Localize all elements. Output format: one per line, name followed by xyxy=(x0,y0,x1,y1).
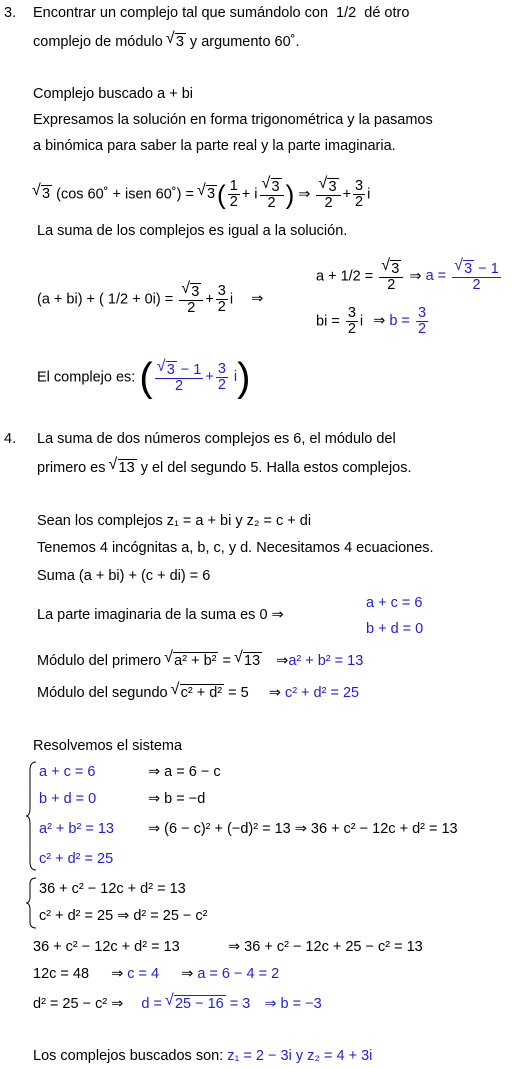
modulo-primero: Módulo del primero √ a² + b² = √ 13 ⇒a² + b² = 13 xyxy=(37,652,363,670)
sean-complejos: Sean los complejos z₁ = a + bi y z₂ = c + di xyxy=(37,513,312,529)
complejo-result: El complejo es: ( √ $\frac{3 - 1}{2}$ + $\frac{3}{2}$ i) xyxy=(37,361,250,394)
resolve-line3: d² = 25 − c² ⇒ d = √ 25 − 16 = 3 ⇒ b = −3 xyxy=(33,995,322,1013)
resolvemos: Resolvemos el sistema xyxy=(33,738,183,754)
system-eq2-right: ⇒ b = −d xyxy=(148,791,206,807)
system-eq2-left: b + d = 0 xyxy=(39,791,97,807)
resolve-line1-a: 36 + c² − 12c + d² = 13 xyxy=(33,939,180,955)
system2-eq2: c² + d² = 25 ⇒ d² = 25 − c² xyxy=(39,908,208,924)
system-eq3-right: ⇒ (6 − c)² + (−d)² = 13 ⇒ 36 + c² − 12c + d² = 13 xyxy=(148,821,458,837)
real-part-equation: a + 1/2 = √ $\frac{3}{2}$ ⇒ a = √ $\frac{3 - 1}{2}$ xyxy=(316,260,503,293)
system-eq1-right: ⇒ a = 6 − c xyxy=(148,764,221,780)
tenemos-incognitas: Tenemos 4 incógnitas a, b, c, y d. Necesitamos 4 ecuaciones. xyxy=(37,540,434,556)
sum-equation: (a + bi) + ( 1/2 + 0i) = √ $\frac{3}{2}$ + $\frac{3}{2}$ i ⇒ xyxy=(37,283,263,316)
system-brace-2 xyxy=(26,876,38,930)
system-brace xyxy=(26,760,38,872)
system-bd: b + d = 0 xyxy=(366,621,424,637)
system2-eq1: 36 + c² − 12c + d² = 13 xyxy=(39,881,186,897)
complejo-buscado: Complejo buscado a + bi xyxy=(33,86,194,102)
resolve-line1-b: ⇒ 36 + c² − 12c + 25 − c² = 13 xyxy=(228,939,423,955)
expresamos-line1: Expresamos la solución en forma trigonométrica y la pasamos xyxy=(33,112,433,128)
problem-4-statement-line2: primero es √ 13 y el del segundo 5. Halla estos complejos. xyxy=(37,459,412,477)
imag-part-equation: bi = $\frac{3}{2}$ i ⇒ b = $\frac{3}{2}$ xyxy=(316,305,427,337)
problem-3-statement-line2: complejo de módulo √ 3 y argumento 60˚. xyxy=(33,33,300,51)
trig-equation: √ 3 (cos 60˚ + isen 60˚) = √ 3( $\frac{1}{2}$ + i √ $\frac{3}{2}$ ) ⇒ √ $\frac{3}{2}$ + $\frac{3}{2}$ i xyxy=(33,178,370,211)
system-ac: a + c = 6 xyxy=(366,595,423,611)
problem-3-number: 3. xyxy=(4,5,17,21)
suma-igual-solucion: La suma de los complejos es igual a la solución. xyxy=(37,223,348,239)
modulo-segundo: Módulo del segundo √ c² + d² = 5 ⇒ c² + d² = 25 xyxy=(37,684,359,702)
problem-4-statement-line1: La suma de dos números complejos es 6, el módulo del xyxy=(37,431,396,447)
problem-4-number: 4. xyxy=(4,431,17,447)
system-eq1-left: a + c = 6 xyxy=(39,764,96,780)
system-eq4-left: c² + d² = 25 xyxy=(39,851,114,867)
final-answer: Los complejos buscados son: z₁ = 2 − 3i y z₂ = 4 + 3i xyxy=(33,1048,373,1064)
system-eq3-left: a² + b² = 13 xyxy=(39,821,114,837)
resolve-line2: 12c = 48 ⇒ c = 4 ⇒ a = 6 − 4 = 2 xyxy=(33,966,280,982)
problem-3-statement-line1: Encontrar un complejo tal que sumándolo con 1/2 dé otro xyxy=(33,5,410,21)
suma-equation: Suma (a + bi) + (c + di) = 6 xyxy=(37,568,211,584)
expresamos-line2: a binómica para saber la parte real y la parte imaginaria. xyxy=(33,138,396,154)
parte-imaginaria: La parte imaginaria de la suma es 0 ⇒ xyxy=(37,607,284,623)
